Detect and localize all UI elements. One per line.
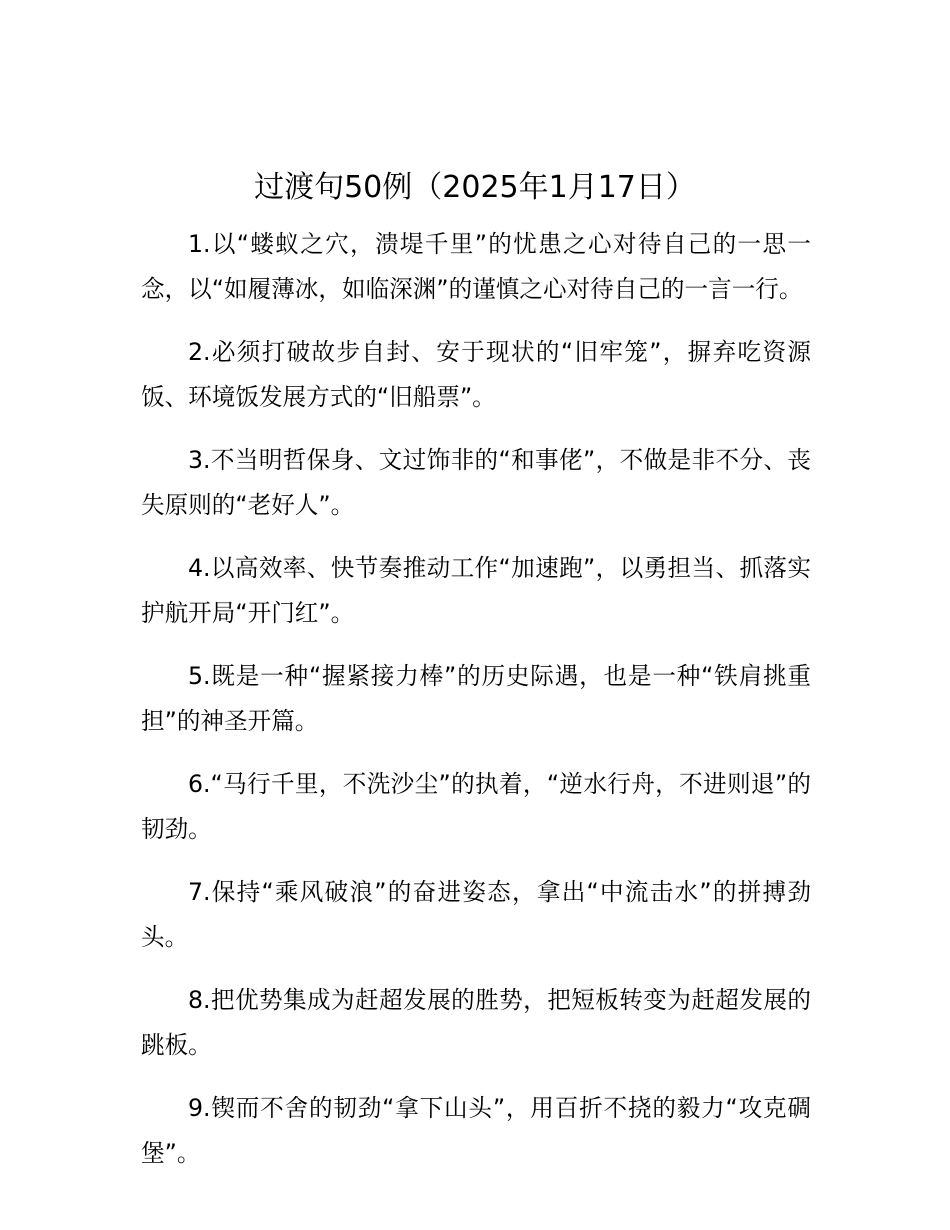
paragraph-4: 4.以高效率、快节奏推动工作“加速跑”，以勇担当、抓落实护航开局“开门红”。 (141, 554, 811, 627)
document-body (141, 222, 811, 1194)
paragraph-2: 2.必须打破故步自封、安于现状的“旧牢笼”，摒弃吃资源饭、环境饭发展方式的“旧船票”。 (141, 338, 811, 411)
paragraph-9: 9.锲而不舍的韧劲“拿下山头”，用百折不挠的毅力“攻克碉堡”。 (141, 1094, 811, 1167)
paragraph-8: 8.把优势集成为赶超发展的胜势，把短板转变为赶超发展的跳板。 (141, 986, 811, 1059)
paragraph-1: 1.以“蝼蚁之穴，溃堤千里”的忧患之心对待自己的一思一念，以“如履薄冰，如临深渊”的谨慎之心对待自己的一言一行。 (141, 230, 811, 303)
paragraph-3: 3.不当明哲保身、文过饰非的“和事佬”，不做是非不分、丧失原则的“老好人”。 (141, 446, 811, 519)
paragraph-7: 7.保持“乘风破浪”的奋进姿态，拿出“中流击水”的拼搏劲头。 (141, 878, 811, 951)
page-title: 过渡句50例（2025年1月17日） (254, 170, 696, 205)
paragraph-5: 5.既是一种“握紧接力棒”的历史际遇，也是一种“铁肩挑重担”的神圣开篇。 (141, 662, 811, 735)
paragraph-6: 6.“马行千里，不洗沙尘”的执着，“逆水行舟，不进则退”的韧劲。 (141, 770, 811, 843)
